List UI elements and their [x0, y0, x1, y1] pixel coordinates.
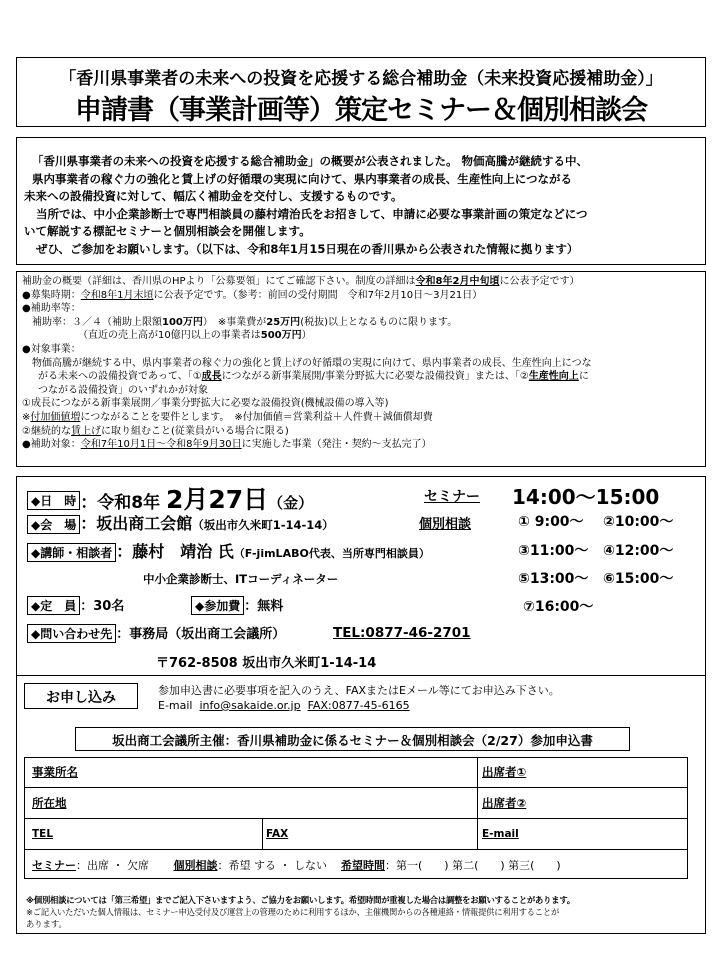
target-note: ※付加価値増につながることを要件とします。 ※付加価値＝営業利益＋人件費＋減価償却費 [22, 411, 433, 423]
intro-line: 未来への設備投資に対して、幅広く補助金を交付し、支援するものです。 [24, 189, 403, 203]
capacity-value: ：30名 [80, 599, 125, 614]
apply-text: 参加申込書に必要事項を記入のうえ、FAXまたはEメール等にてお申込み下さい。 [158, 684, 560, 697]
seminar-label: セミナー [424, 489, 480, 505]
subsidy-rate: 補助率：３／４（補助上限額100万円） ※事業費が25万円(税抜)以上となるものに限ります。 [32, 316, 458, 328]
slot: ⑦16:00～ [523, 599, 594, 615]
form-company-field[interactable]: 事業所名 [32, 765, 78, 779]
form-pref-options[interactable]: ：第一( ) 第二( ) 第三( ) [384, 859, 561, 872]
fee-tag: ◆参加費 [191, 596, 244, 615]
event-date: 2月27日 [165, 485, 269, 514]
lecturer-row [27, 539, 430, 562]
contact-address: 〒762-8508 坂出市久米町1-14-14 [156, 656, 377, 671]
note-privacy-cont: あります。 [26, 919, 67, 929]
fee-value: ：無料 [244, 599, 284, 614]
fee-row [191, 595, 283, 615]
form-seminar-options[interactable]: ：出席 ・ 欠席 [76, 859, 149, 872]
slot: ②10:00～ [603, 514, 674, 530]
contact-tel[interactable]: TEL:0877-46-2701 [333, 625, 471, 641]
target-item-2: ②継続的な賃上げに取り組むこと(従業員がいる場合に限る) [22, 425, 289, 437]
note-privacy: ※ご記入いただいた個人情報は、セミナー申込受付及び運営上の管理のために利用するほか、主催機関からの各種連絡・情報提供に利用することが [26, 907, 560, 917]
form-tel-field[interactable]: TEL [32, 828, 54, 840]
event-weekday: （金） [268, 494, 314, 512]
venue-name: ：坂出商工会館 [80, 514, 193, 533]
form-email-field[interactable]: E-mail [482, 828, 519, 840]
venue-tag: ◆会 場 [27, 515, 80, 534]
overview-text [22, 275, 704, 452]
target-heading: ●対象事業： [22, 343, 81, 355]
contact-tag: ◆問い合わせ先 [27, 624, 116, 643]
target-line: 物価高騰が継続する中、県内事業者の稼ぐ力の強化と賃上げの好循環の実現に向けて、県内事業者の成長、生産性向上につな [32, 357, 592, 369]
overview-line: 補助金の概要（詳細は、香川県のHPより「公募要領」にてご確認下さい。制度の詳細は令和8年2月中旬頃に公表予定です） [22, 276, 580, 287]
apply-fax[interactable]: FAX:0877-45-6165 [307, 699, 410, 712]
capacity-row [27, 595, 124, 615]
subsidy-target: ●補助対象：令和7年10月1日～令和8年9月30日に実施した事業（発注・契約～支払完了） [22, 439, 432, 451]
capacity-tag: ◆定 員 [27, 596, 80, 615]
intro-line: 当所では、中小企業診断士で専門相談員の藤村靖治氏をお招きして、申請に必要な事業計画の策定などにつ [36, 206, 588, 221]
header-title-line1: 「香川県事業者の未来への投資を応援する総合補助金（未来投資応援補助金）」 [59, 69, 663, 89]
slot: ⑥15:00～ [603, 571, 674, 587]
date-tag: ◆日 時 [27, 491, 80, 510]
intro-line: 県内事業者の稼ぐ力の強化と賃上げの好循環の実現に向けて、県内事業者の成長、生産性向上につながる [32, 171, 573, 186]
header-title-line2: 申請書（事業計画等）策定セミナー＆個別相談会 [75, 95, 647, 126]
note-consult: ※個別相談については「第三希望」までご記入下さいますよう、ご協力をお願いします。希望時間が重複した場合は調整をお願いすることがあります。 [26, 895, 575, 905]
lecturer-tag: ◆講師・相談者 [27, 543, 116, 562]
target-line: がる未来への設備投資であって、「①成長につながる新事業展開/事業分野拡大に必要な設備投資」または、「②生産性向上に [38, 371, 589, 383]
date-prefix: ：令和8年 [80, 493, 166, 513]
form-consult-options[interactable]: ：希望 する ・ しない [217, 859, 327, 872]
intro-text [24, 153, 700, 258]
contact-row [27, 623, 285, 643]
subsidy-rate-heading: ●補助率等： [22, 303, 81, 315]
consult-label: 個別相談 [419, 517, 472, 532]
form-consult-label: 個別相談 [173, 859, 218, 872]
target-item-1: ①成長につながる新事業展開／事業分野拡大に必要な設備投資(機械設備の導入等) [22, 398, 389, 410]
subsidy-limit-note: （直近の売上高が10億円以上の事業者は500万円） [78, 330, 312, 342]
slot: ⑤13:00～ [518, 571, 589, 587]
slot: ① 9:00～ [518, 514, 584, 530]
form-attendee1-field[interactable]: 出席者① [482, 765, 527, 779]
lecturer-title: 中小企業診断士、ITコーディネーター [143, 572, 339, 586]
lower-frame [16, 676, 706, 934]
form-title: 坂出商工会議所主催：香川県補助金に係るセミナー＆個別相談会（2/27）参加申込書 [112, 733, 593, 748]
intro-line: ぜひ、ご参加をお願いします。（以下は、令和8年1月15日現在の香川県から公表された情報に拠ります） [36, 241, 579, 256]
form-fax-field[interactable]: FAX [266, 828, 289, 840]
slot: ④12:00～ [603, 543, 674, 559]
lecturer-name: ：藤村 靖治 氏 [116, 542, 234, 561]
form-pref-label: 希望時間 [340, 859, 385, 872]
slot: ③11:00～ [518, 543, 589, 559]
apply-email[interactable]: info@sakaide.or.jp [199, 699, 301, 712]
recruit-period: ●募集時期：令和8年1月末頃に公表予定です。（参考：前回の受付期間 令和7年2月10日～3月21日） [22, 289, 483, 301]
contact-value: ：事務局（坂出商工会議所） [116, 627, 286, 642]
venue-row [27, 511, 334, 534]
form-attendee2-field[interactable]: 出席者② [482, 796, 527, 810]
form-seminar-label: セミナー [32, 859, 76, 872]
intro-line: いて解説する標記セミナーと個別相談会を開催します。 [24, 224, 311, 238]
apply-label: お申し込み [46, 690, 116, 706]
lecturer-affiliation: （F-jimLABO代表、当所専門相談員） [233, 547, 430, 560]
intro-line: 「香川県事業者の未来への投資を応援する総合補助金」の概要が公表されました。 物価高騰が継続する中、 [32, 154, 588, 168]
target-line: つながる設備投資」のいずれかが対象 [38, 384, 208, 396]
venue-address: （坂出市久米町1-14-14） [192, 518, 334, 532]
email-label: E-mail [158, 699, 193, 712]
form-location-field[interactable]: 所在地 [32, 796, 67, 810]
seminar-time: 14:00～15:00 [512, 485, 660, 509]
